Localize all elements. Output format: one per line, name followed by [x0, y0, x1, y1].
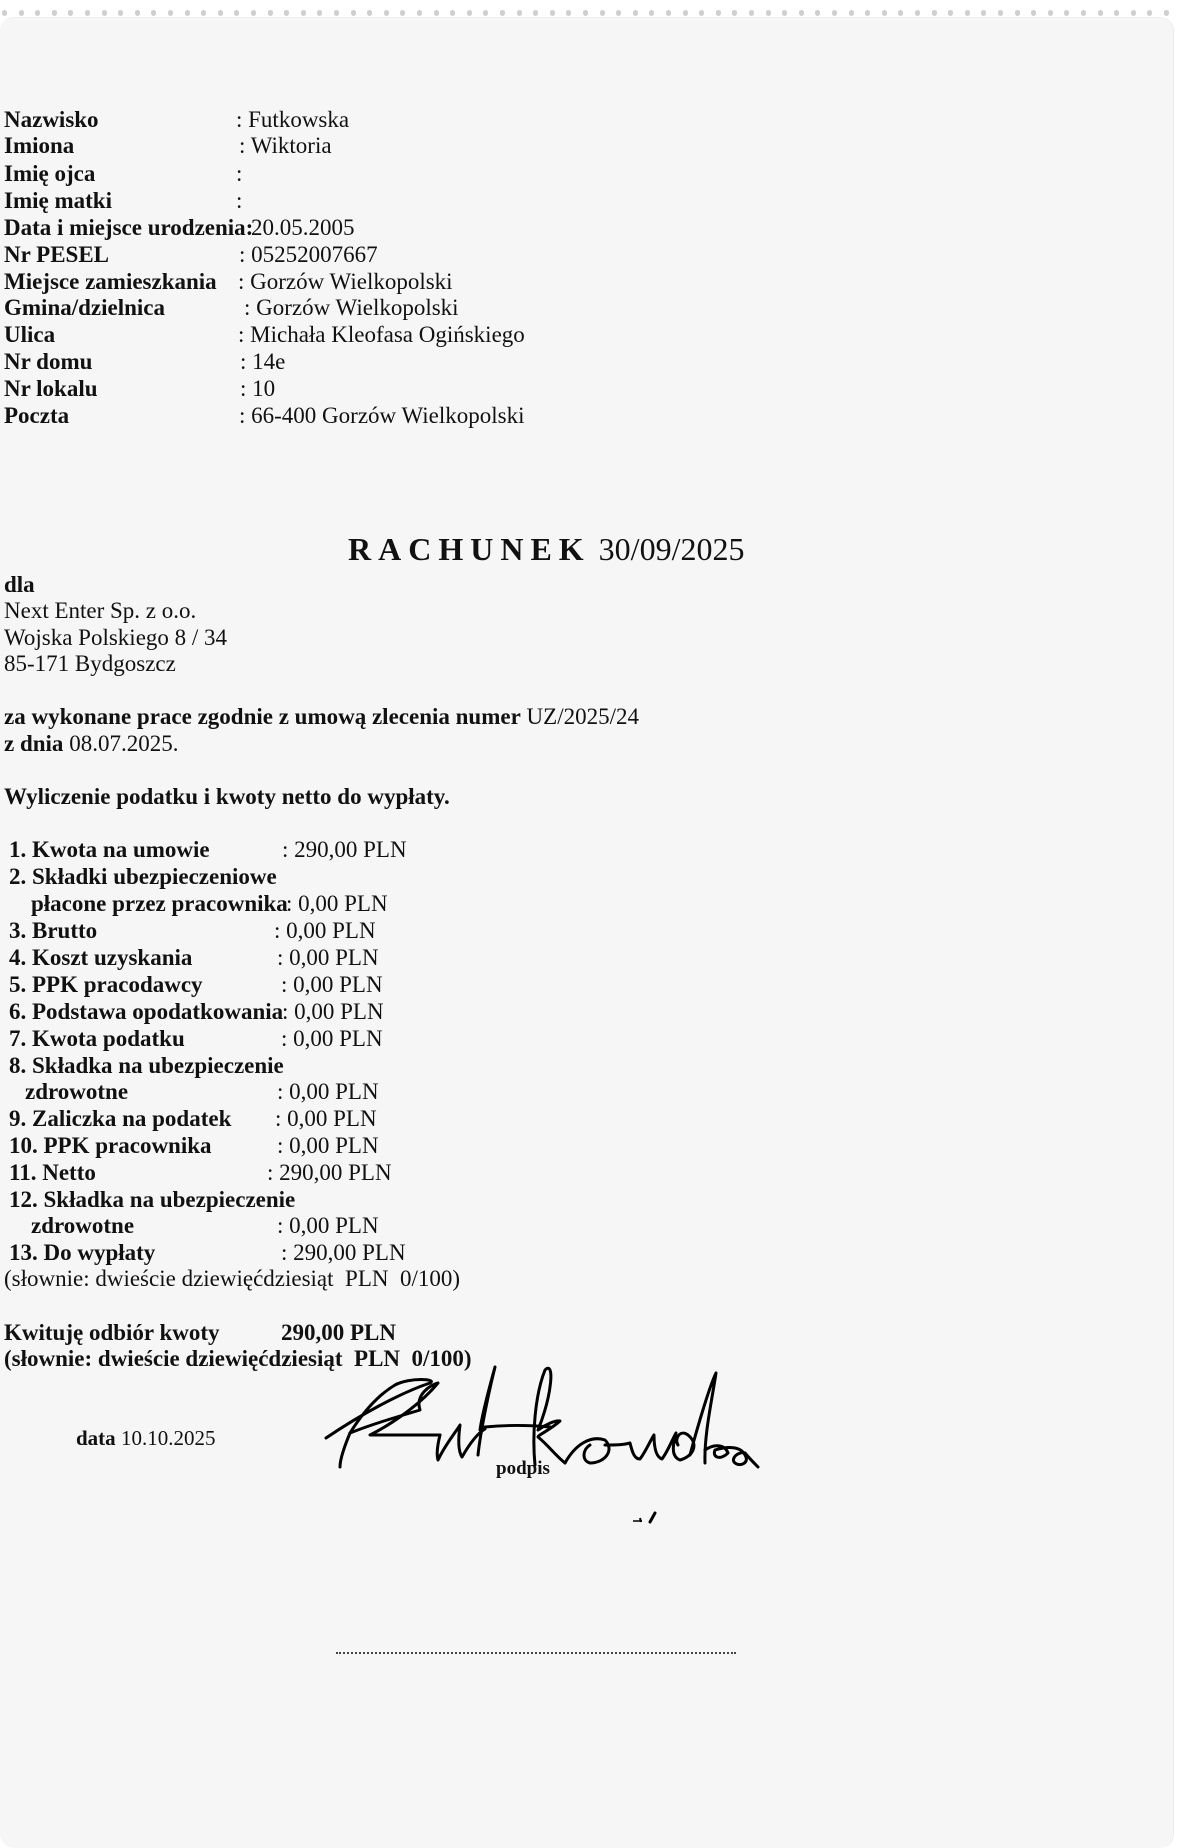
edge-dot: [500, 10, 505, 16]
calc-row-label: 9. Zaliczka na podatek: [9, 1106, 232, 1131]
calc-row-value: : 0,00 PLN: [281, 1026, 383, 1051]
edge-dot: [932, 10, 937, 16]
edge-dot: [52, 10, 57, 16]
edge-dot: [998, 10, 1003, 16]
calc-row-label: 5. PPK pracodawcy: [9, 972, 203, 997]
calc-row-label: 3. Brutto: [9, 918, 98, 943]
edge-dot: [317, 10, 322, 16]
edge-dot: [384, 10, 389, 16]
edge-dot: [218, 10, 223, 16]
receipt-label: Kwituję odbiór kwoty: [4, 1320, 220, 1345]
edge-dot: [732, 10, 737, 16]
edge-dot: [1081, 10, 1086, 16]
calc-row-value: : 0,00 PLN: [275, 1106, 377, 1131]
field-label-poczta: Poczta: [4, 403, 70, 428]
calc-row-label: 13. Do wypłaty: [9, 1240, 156, 1265]
edge-dot: [815, 10, 820, 16]
edge-dot: [766, 10, 771, 16]
document-title: [316, 492, 744, 606]
field-value-imie-matki: :: [236, 188, 243, 213]
contract-date-label: z dnia: [4, 731, 64, 756]
edge-dot: [68, 10, 73, 16]
edge-dot: [2, 10, 7, 16]
field-label-imiona: Imiona: [4, 133, 75, 158]
field-value-ulica: : Michała Kleofasa Ogińskiego: [238, 322, 525, 347]
calc-row-value: : 290,00 PLN: [267, 1160, 392, 1185]
calc-row-value: : 290,00 PLN: [282, 837, 407, 862]
edge-dot: [865, 10, 870, 16]
edge-dot: [616, 10, 621, 16]
edge-dot: [1131, 10, 1136, 16]
calc-row-value: : 0,00 PLN: [277, 945, 379, 970]
calculation-heading: Wyliczenie podatku i kwoty netto do wypłaty.: [4, 784, 450, 809]
signature-stroke: [565, 1439, 609, 1463]
edge-dot: [168, 10, 173, 16]
contract-number: UZ/2025/24: [526, 704, 639, 729]
signature-ink-mark: [632, 1510, 662, 1524]
edge-dot: [1048, 10, 1053, 16]
calc-row-label: 1. Kwota na umowie: [9, 837, 210, 862]
calc-row-label: 4. Koszt uzyskania: [9, 945, 193, 970]
edge-dot: [400, 10, 405, 16]
edge-dot: [948, 10, 953, 16]
calc-row-value: : 290,00 PLN: [281, 1240, 406, 1265]
edge-dot: [251, 10, 256, 16]
calc-row-label: zdrowotne: [25, 1079, 129, 1104]
edge-dot: [284, 10, 289, 16]
edge-dot: [1031, 10, 1036, 16]
field-label-imie-ojca: Imię ojca: [4, 161, 96, 186]
edge-dot: [85, 10, 90, 16]
calc-row-label: 2. Składki ubezpieczeniowe: [9, 864, 277, 889]
footer-date-line: [76, 1425, 215, 1452]
field-label-gmina: Gmina/dzielnica: [4, 295, 165, 320]
edge-dot: [550, 10, 555, 16]
calc-row-label: 11. Netto: [9, 1160, 96, 1185]
edge-dot: [450, 10, 455, 16]
signature-line: [336, 1652, 736, 1654]
edge-dot: [716, 10, 721, 16]
edge-dot: [583, 10, 588, 16]
title-number: 30/09/2025: [598, 531, 745, 567]
contract-date-line: [4, 730, 178, 757]
handwritten-signature: [320, 1355, 760, 1485]
calc-row-label: zdrowotne: [31, 1213, 135, 1238]
edge-dot: [268, 10, 273, 16]
edge-dot: [566, 10, 571, 16]
edge-dot: [434, 10, 439, 16]
calc-row-value: : 0,00 PLN: [277, 1133, 379, 1158]
edge-dot: [1114, 10, 1119, 16]
calc-row-value: : 0,00 PLN: [277, 1213, 379, 1238]
calc-row-label: płacone przez pracownika: [31, 891, 288, 916]
document-page: [0, 17, 1174, 1848]
edge-dot: [533, 10, 538, 16]
field-value-pesel: : 05252007667: [239, 242, 378, 267]
edge-dot: [898, 10, 903, 16]
receipt-amount-words: (słownie: dwieście dziewięćdziesiąt PLN 0/100): [4, 1346, 472, 1371]
field-value-imiona: : Wiktoria: [239, 133, 332, 158]
edge-dot: [234, 10, 239, 16]
edge-dot: [965, 10, 970, 16]
calc-row-label: 6. Podstawa opodatkowania: [9, 999, 284, 1024]
calc-row-label: 10. PPK pracownika: [9, 1133, 212, 1158]
edge-dot: [1164, 10, 1169, 16]
calc-row-label: 8. Składka na ubezpieczenie: [9, 1053, 284, 1078]
edge-dot: [185, 10, 190, 16]
edge-dot: [367, 10, 372, 16]
calc-row-value: : 0,00 PLN: [277, 1079, 379, 1104]
edge-dot: [1064, 10, 1069, 16]
edge-dot: [351, 10, 356, 16]
receipt-amount: 290,00 PLN: [281, 1320, 396, 1345]
edge-dot: [882, 10, 887, 16]
edge-dot: [118, 10, 123, 16]
signature-stroke: [478, 1367, 495, 1455]
recipient-name: Next Enter Sp. z o.o.: [4, 598, 197, 623]
edge-dot: [35, 10, 40, 16]
edge-dot: [417, 10, 422, 16]
field-label-nr-lokalu: Nr lokalu: [4, 376, 98, 401]
calc-row-value: : 0,00 PLN: [282, 999, 384, 1024]
edge-dot: [1147, 10, 1152, 16]
field-value-gmina: : Gorzów Wielkopolski: [244, 295, 459, 320]
edge-dot: [749, 10, 754, 16]
recipient-label: dla: [4, 572, 35, 597]
edge-dot: [666, 10, 671, 16]
edge-dot: [483, 10, 488, 16]
signature-stroke: [605, 1433, 676, 1459]
field-value-nazwisko: : Futkowska: [236, 107, 350, 132]
edge-dot: [699, 10, 704, 16]
field-label-nr-domu: Nr domu: [4, 349, 93, 374]
edge-dot: [981, 10, 986, 16]
edge-dot: [633, 10, 638, 16]
field-label-nazwisko: Nazwisko: [4, 107, 99, 132]
recipient-city: 85-171 Bydgoszcz: [4, 651, 176, 676]
signature-stroke: [705, 1446, 758, 1467]
top-dotted-edge: [0, 10, 1179, 16]
field-label-pesel: Nr PESEL: [4, 242, 110, 267]
footer-date-label: data: [76, 1426, 116, 1450]
field-label-miejsce-zamieszkania: Miejsce zamieszkania: [4, 269, 217, 294]
edge-dot: [1098, 10, 1103, 16]
field-value-nr-domu: : 14e: [240, 349, 286, 374]
edge-dot: [135, 10, 140, 16]
calc-row-value: : 0,00 PLN: [281, 972, 383, 997]
edge-dot: [334, 10, 339, 16]
amount-in-words: (słownie: dwieście dziewięćdziesiąt PLN 0/100): [4, 1266, 461, 1291]
calc-row-label: 7. Kwota podatku: [9, 1026, 185, 1051]
edge-dot: [832, 10, 837, 16]
contract-date: 08.07.2025.: [69, 731, 179, 756]
edge-dot: [683, 10, 688, 16]
recipient-street: Wojska Polskiego 8 / 34: [4, 625, 228, 650]
field-value-imie-ojca: :: [236, 161, 243, 186]
calc-row-value: : 0,00 PLN: [286, 891, 388, 916]
field-value-data-urodzenia: 20.05.2005: [251, 215, 355, 240]
edge-dot: [600, 10, 605, 16]
signature-label: podpis: [496, 1458, 550, 1479]
field-value-miejsce-zamieszkania: : Gorzów Wielkopolski: [238, 269, 453, 294]
field-value-nr-lokalu: : 10: [240, 376, 276, 401]
title-word: RACHUNEK: [348, 531, 591, 567]
edge-dot: [102, 10, 107, 16]
field-label-data-urodzenia: Data i miejsce urodzenia:: [4, 215, 254, 240]
field-value-poczta: : 66-400 Gorzów Wielkopolski: [239, 403, 525, 428]
edge-dot: [301, 10, 306, 16]
edge-dot: [467, 10, 472, 16]
signature-stroke: [534, 1368, 565, 1465]
edge-dot: [19, 10, 24, 16]
edge-dot: [1015, 10, 1020, 16]
signature-stroke: [350, 1383, 440, 1435]
edge-dot: [151, 10, 156, 16]
edge-dot: [849, 10, 854, 16]
edge-dot: [915, 10, 920, 16]
contract-text: za wykonane prace zgodnie z umową zlecenia numer: [4, 704, 521, 729]
field-label-imie-matki: Imię matki: [4, 188, 112, 213]
field-label-ulica: Ulica: [4, 322, 56, 347]
edge-dot: [517, 10, 522, 16]
calc-row-label: 12. Składka na ubezpieczenie: [9, 1187, 296, 1212]
edge-dot: [201, 10, 206, 16]
edge-dot: [799, 10, 804, 16]
edge-dot: [782, 10, 787, 16]
calc-row-value: : 0,00 PLN: [274, 918, 376, 943]
footer-date: 10.10.2025: [120, 1426, 216, 1450]
contract-line: [4, 703, 639, 730]
edge-dot: [649, 10, 654, 16]
